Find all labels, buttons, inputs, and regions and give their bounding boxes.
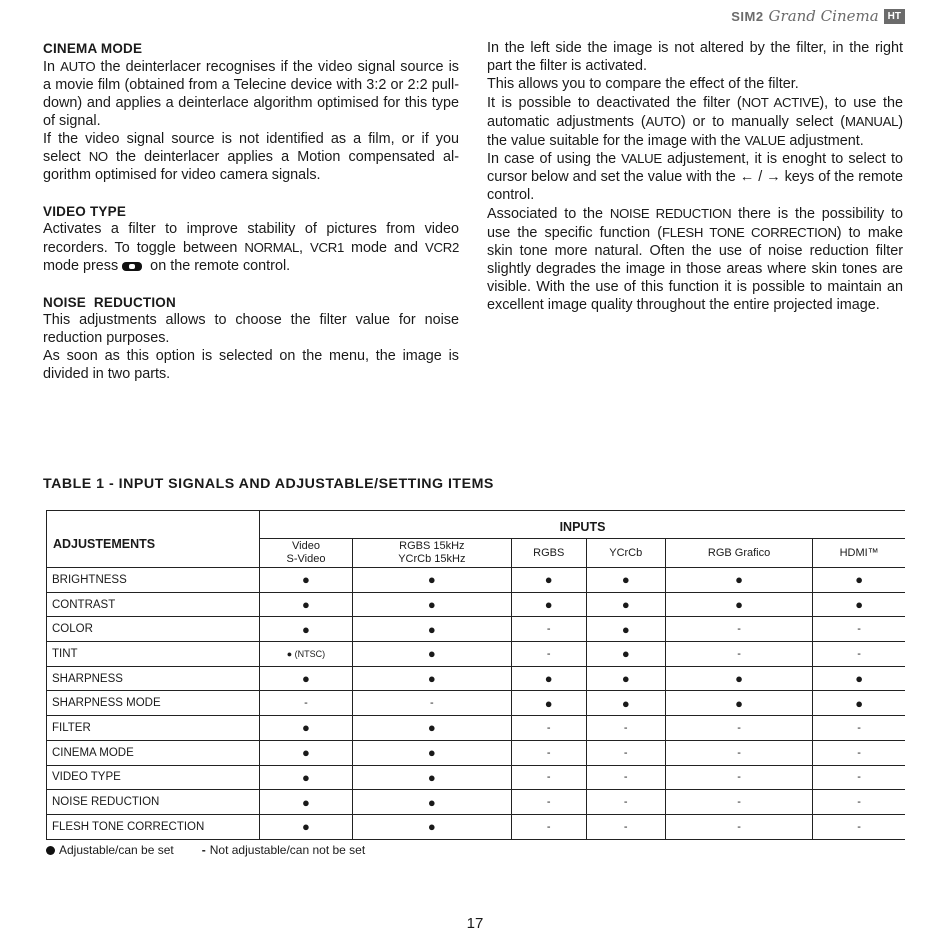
table-row xyxy=(47,814,906,839)
table-cell xyxy=(260,666,353,691)
table-cell xyxy=(260,642,353,667)
section-title-video-type: VIDEO TYPE xyxy=(43,204,127,220)
keyword-no: NO xyxy=(88,149,108,165)
dash-mark: - xyxy=(623,721,628,734)
table-cell xyxy=(813,716,905,741)
dash-mark: - xyxy=(546,721,551,734)
table-cell xyxy=(813,814,905,839)
column-header-line-1: RGBS xyxy=(533,546,565,559)
table-cell xyxy=(511,666,586,691)
row-label: FLESH TONE CORRECTION xyxy=(47,814,260,839)
noise-reduction-paragraph-1: This adjustments allows to choose the filter value for noise reduction purposes. xyxy=(43,311,459,346)
left-column xyxy=(43,40,459,383)
bullet-mark: ● xyxy=(621,597,630,613)
table-cell xyxy=(665,666,812,691)
table-cell xyxy=(813,691,905,716)
text-run: adjustement, it is enoght to select to cursor below and set the value with the ← / → keys of the remote control. xyxy=(487,151,903,204)
keyword-normal: NORMAL xyxy=(244,240,299,256)
table-row xyxy=(47,617,906,642)
bullet-mark: ● (NTSC) xyxy=(286,648,326,659)
dash-mark: - xyxy=(737,771,741,784)
table-cell xyxy=(511,814,586,839)
cinema-mode-paragraph-2 xyxy=(43,131,459,186)
column-header-line-1: RGBS 15kHz xyxy=(399,540,465,552)
table-cell xyxy=(665,814,812,839)
bullet-mark: ● xyxy=(302,720,310,736)
bullet-mark: ● xyxy=(621,646,630,662)
bullet-mark: ● xyxy=(302,572,310,588)
table-row xyxy=(47,765,906,790)
table-cell xyxy=(813,592,905,617)
column-header-line-2: S-Video xyxy=(286,553,326,565)
table-cell xyxy=(665,740,812,765)
keyword-auto: AUTO xyxy=(60,58,96,74)
table-row xyxy=(47,568,906,593)
table-cell xyxy=(260,568,353,593)
column-header-line-1: RGB Grafico xyxy=(707,546,771,559)
right-paragraph-2: This allows you to compare the effect of the filter. xyxy=(487,75,799,92)
remote-button-icon xyxy=(122,262,142,271)
dash-mark: - xyxy=(737,820,741,833)
dash-mark: - xyxy=(857,771,861,784)
logo-script: Grand Cinema xyxy=(768,7,879,25)
bullet-mark: ● xyxy=(302,671,310,687)
table-cell xyxy=(352,568,511,593)
table-cell xyxy=(511,617,586,642)
text-run: on the remote control. xyxy=(146,257,291,274)
dash-mark: - xyxy=(546,623,551,636)
table-cell xyxy=(665,642,812,667)
section-title-noise-reduction: NOISE REDUCTION xyxy=(43,294,176,310)
column-header-line-1: Video xyxy=(292,540,320,552)
dash-mark: - xyxy=(737,623,741,636)
keyword-flesh-tone-correction: FLESH TONE CORRECTION xyxy=(662,225,837,241)
table-cell xyxy=(586,790,665,815)
column-header xyxy=(813,539,905,568)
dash-mark: - xyxy=(546,771,551,784)
table-cell xyxy=(511,790,586,815)
bullet-mark: ● xyxy=(544,597,553,613)
row-header: ADJUSTEMENTS xyxy=(47,511,260,568)
dash-mark: - xyxy=(546,820,551,833)
row-label: BRIGHTNESS xyxy=(47,568,260,593)
bullet-mark: ● xyxy=(302,621,310,637)
text-run: ), to use the automatic adjustments ( xyxy=(487,94,903,130)
table-row xyxy=(47,666,906,691)
row-label: SHARPNESS xyxy=(47,666,260,691)
dash-mark: - xyxy=(623,746,628,759)
dash-mark: - xyxy=(857,746,861,759)
column-header xyxy=(352,539,511,568)
text-run: mode and xyxy=(343,240,426,257)
row-label: VIDEO TYPE xyxy=(47,765,260,790)
dash-mark: - xyxy=(857,647,861,660)
table-cell xyxy=(586,568,665,593)
noise-reduction-paragraph-2: As soon as this option is selected on the menu, the image is divided in two parts. xyxy=(43,347,459,382)
bullet-mark: ● xyxy=(427,745,436,761)
table-cell xyxy=(813,617,905,642)
table-cell xyxy=(665,765,812,790)
keyword-not-active: NOT ACTIVE xyxy=(741,94,820,110)
table-cell xyxy=(260,691,353,716)
dash-mark: - xyxy=(546,746,551,759)
table-cell xyxy=(352,716,511,741)
table-cell xyxy=(511,716,586,741)
table-cell xyxy=(813,740,905,765)
keyword-vcr2: VCR2 xyxy=(425,240,459,256)
dash-mark: - xyxy=(857,820,861,833)
right-column xyxy=(487,40,903,315)
bullet-mark: ● xyxy=(735,695,743,711)
table-cell xyxy=(813,790,905,815)
bullet-mark: ● xyxy=(302,769,310,785)
bullet-mark: ● xyxy=(544,671,553,687)
table-cell xyxy=(586,765,665,790)
bullet-mark: ● xyxy=(855,671,864,687)
bullet-mark: ● xyxy=(427,671,436,687)
table-cell xyxy=(511,691,586,716)
dash-mark: - xyxy=(737,721,741,734)
keyword-auto: AUTO xyxy=(645,113,681,129)
table-row xyxy=(47,790,906,815)
bullet-mark: ● xyxy=(427,794,436,810)
dash-icon: - xyxy=(201,843,206,857)
column-header-line-2: YCrCb 15kHz xyxy=(398,553,466,565)
text-run: adjustment. xyxy=(785,132,864,149)
keyword-value: VALUE xyxy=(621,151,662,167)
column-header xyxy=(511,539,586,568)
legend-not-adjustable xyxy=(202,843,365,857)
video-type-paragraph xyxy=(43,221,459,276)
text-run: In xyxy=(43,58,61,75)
table-cell xyxy=(352,617,511,642)
table-legend xyxy=(46,843,365,857)
right-paragraph-1: In the left side the image is not altered by the filter, in the right part the filter is activated. xyxy=(487,40,903,74)
text-run: there is the possibility to use the specific function ( xyxy=(487,206,903,242)
table-cell xyxy=(665,790,812,815)
table-cell xyxy=(813,568,905,593)
text-run: Associated to the xyxy=(487,206,610,223)
table-cell xyxy=(511,592,586,617)
table-cell xyxy=(352,642,511,667)
text-run: , xyxy=(298,240,310,257)
table-cell xyxy=(813,666,905,691)
dash-mark: - xyxy=(623,796,628,809)
bullet-mark: ● xyxy=(855,695,864,711)
table-cell xyxy=(665,617,812,642)
text-run: mode press xyxy=(43,257,119,274)
right-paragraph-4 xyxy=(487,150,903,205)
right-paragraph-3 xyxy=(487,94,903,151)
column-header xyxy=(260,539,353,568)
table-cell xyxy=(586,740,665,765)
table-row xyxy=(47,716,906,741)
keyword-value: VALUE xyxy=(744,132,786,148)
table-cell xyxy=(586,691,665,716)
table-cell xyxy=(260,765,353,790)
legend-adjustable xyxy=(46,843,174,857)
table-cell xyxy=(260,814,353,839)
group-header: INPUTS xyxy=(260,511,906,539)
column-header-line-1: YCrCb xyxy=(609,546,643,559)
page-number: 17 xyxy=(466,915,484,932)
row-label: CONTRAST xyxy=(47,592,260,617)
column-header xyxy=(586,539,665,568)
bullet-mark: ● xyxy=(621,695,630,711)
table-cell xyxy=(352,790,511,815)
bullet-mark: ● xyxy=(302,794,310,810)
bullet-mark: ● xyxy=(427,769,436,785)
bullet-mark: ● xyxy=(302,597,310,613)
legend-text: Adjustable/can be set xyxy=(59,843,174,857)
text-run: the deinterlacer recognises if the video signal source is a movie film (obtained from a Telecine device with 3:2 or 2:2 pull-down) and applies a deinterlace algorithm optimised for this type of signal. xyxy=(43,58,460,129)
bullet-mark: ● xyxy=(427,621,436,637)
text-run: ) the value suitable for the image with the xyxy=(487,113,903,149)
dash-mark: - xyxy=(737,796,741,809)
column-header xyxy=(665,539,812,568)
dash-mark: - xyxy=(737,647,741,660)
bullet-mark: ● xyxy=(302,745,310,761)
brand-logo xyxy=(731,6,905,26)
table-row xyxy=(47,642,906,667)
bullet-mark: ● xyxy=(621,621,630,637)
bullet-mark: ● xyxy=(427,819,436,835)
dash-mark: - xyxy=(546,796,551,809)
text-run: In case of using the xyxy=(487,151,622,168)
dash-mark: - xyxy=(546,647,551,660)
row-label: NOISE REDUCTION xyxy=(47,790,260,815)
table-cell xyxy=(260,617,353,642)
table-cell xyxy=(260,716,353,741)
table-cell xyxy=(586,642,665,667)
bullet-mark: ● xyxy=(544,695,553,711)
table-cell xyxy=(352,592,511,617)
bullet-mark: ● xyxy=(855,572,864,588)
text-run: ) to make skin tone more natural. Often the use of noise reduction filter slightly degrades the image in those areas where skin tones are visible. With the use of this function it is possible to maintain an excellent image quality throughout the entire projected image. xyxy=(487,225,904,313)
table-cell xyxy=(511,765,586,790)
text-run: the deinterlacer applies a Motion compensated al-gorithm optimised for video camera signals. xyxy=(43,149,459,184)
bullet-mark: ● xyxy=(427,646,436,662)
dash-mark: - xyxy=(857,721,861,734)
table-cell xyxy=(352,814,511,839)
bullet-mark: ● xyxy=(621,671,630,687)
dash-mark: - xyxy=(857,623,861,636)
input-signals-table xyxy=(46,510,905,840)
logo-brand: SIM2 xyxy=(731,8,764,24)
bullet-mark: ● xyxy=(735,572,743,588)
column-header-line-1: HDMI™ xyxy=(839,546,879,559)
text-run: ) or to manually select ( xyxy=(680,113,846,130)
table-cell xyxy=(260,592,353,617)
text-run: It is possible to deactivated the filter ( xyxy=(487,94,742,111)
bullet-mark: ● xyxy=(621,572,630,588)
table-cell xyxy=(511,642,586,667)
keyword-manual: MANUAL xyxy=(845,113,899,129)
table-cell xyxy=(665,716,812,741)
dash-mark: - xyxy=(623,820,628,833)
bullet-mark: ● xyxy=(302,819,310,835)
dash-mark: - xyxy=(737,746,741,759)
table-cell xyxy=(352,740,511,765)
dash-mark: - xyxy=(430,697,434,710)
logo-badge: HT xyxy=(884,9,905,24)
bullet-mark: ● xyxy=(735,671,743,687)
table-cell xyxy=(352,691,511,716)
table-cell xyxy=(352,666,511,691)
cinema-mode-paragraph-1 xyxy=(43,58,459,131)
section-title-cinema-mode: CINEMA MODE xyxy=(43,41,143,56)
row-label: SHARPNESS MODE xyxy=(47,691,260,716)
text-run: If the video signal source is not identified as a film, or if you select xyxy=(43,130,459,166)
dash-mark: - xyxy=(304,697,308,710)
keyword-noise-reduction: NOISE REDUCTION xyxy=(609,206,732,222)
row-label: COLOR xyxy=(47,617,260,642)
table-cell xyxy=(352,765,511,790)
row-label: TINT xyxy=(47,642,260,667)
table-cell xyxy=(260,790,353,815)
table-cell xyxy=(511,568,586,593)
bullet-mark: ● xyxy=(427,597,436,613)
table-title: TABLE 1 - INPUT SIGNALS AND ADJUSTABLE/SETTING ITEMS xyxy=(43,476,494,492)
table-cell xyxy=(813,765,905,790)
text-run: Activates a filter to improve stability of pictures from video recorders. To toggle between xyxy=(43,221,459,257)
bullet-mark: ● xyxy=(544,572,553,588)
bullet-mark: ● xyxy=(855,597,864,613)
table-cell xyxy=(260,740,353,765)
bullet-mark: ● xyxy=(735,597,743,613)
table-cell xyxy=(813,642,905,667)
dash-mark: - xyxy=(857,796,861,809)
table-row xyxy=(47,691,906,716)
bullet-mark: ● xyxy=(427,572,436,588)
table-cell xyxy=(586,666,665,691)
dash-mark: - xyxy=(623,771,628,784)
legend-text: Not adjustable/can not be set xyxy=(209,843,366,857)
row-label: CINEMA MODE xyxy=(47,740,260,765)
bullet-icon xyxy=(46,846,55,855)
table-cell xyxy=(586,814,665,839)
table-cell xyxy=(665,568,812,593)
table-row xyxy=(47,740,906,765)
row-label: FILTER xyxy=(47,716,260,741)
bullet-mark: ● xyxy=(427,720,436,736)
keyword-vcr1: VCR1 xyxy=(310,240,344,256)
table-cell xyxy=(586,716,665,741)
table-cell xyxy=(665,592,812,617)
table-cell xyxy=(665,691,812,716)
right-paragraph-5 xyxy=(487,205,903,314)
table-cell xyxy=(511,740,586,765)
table-cell xyxy=(586,592,665,617)
table-cell xyxy=(586,617,665,642)
table-row xyxy=(47,592,906,617)
